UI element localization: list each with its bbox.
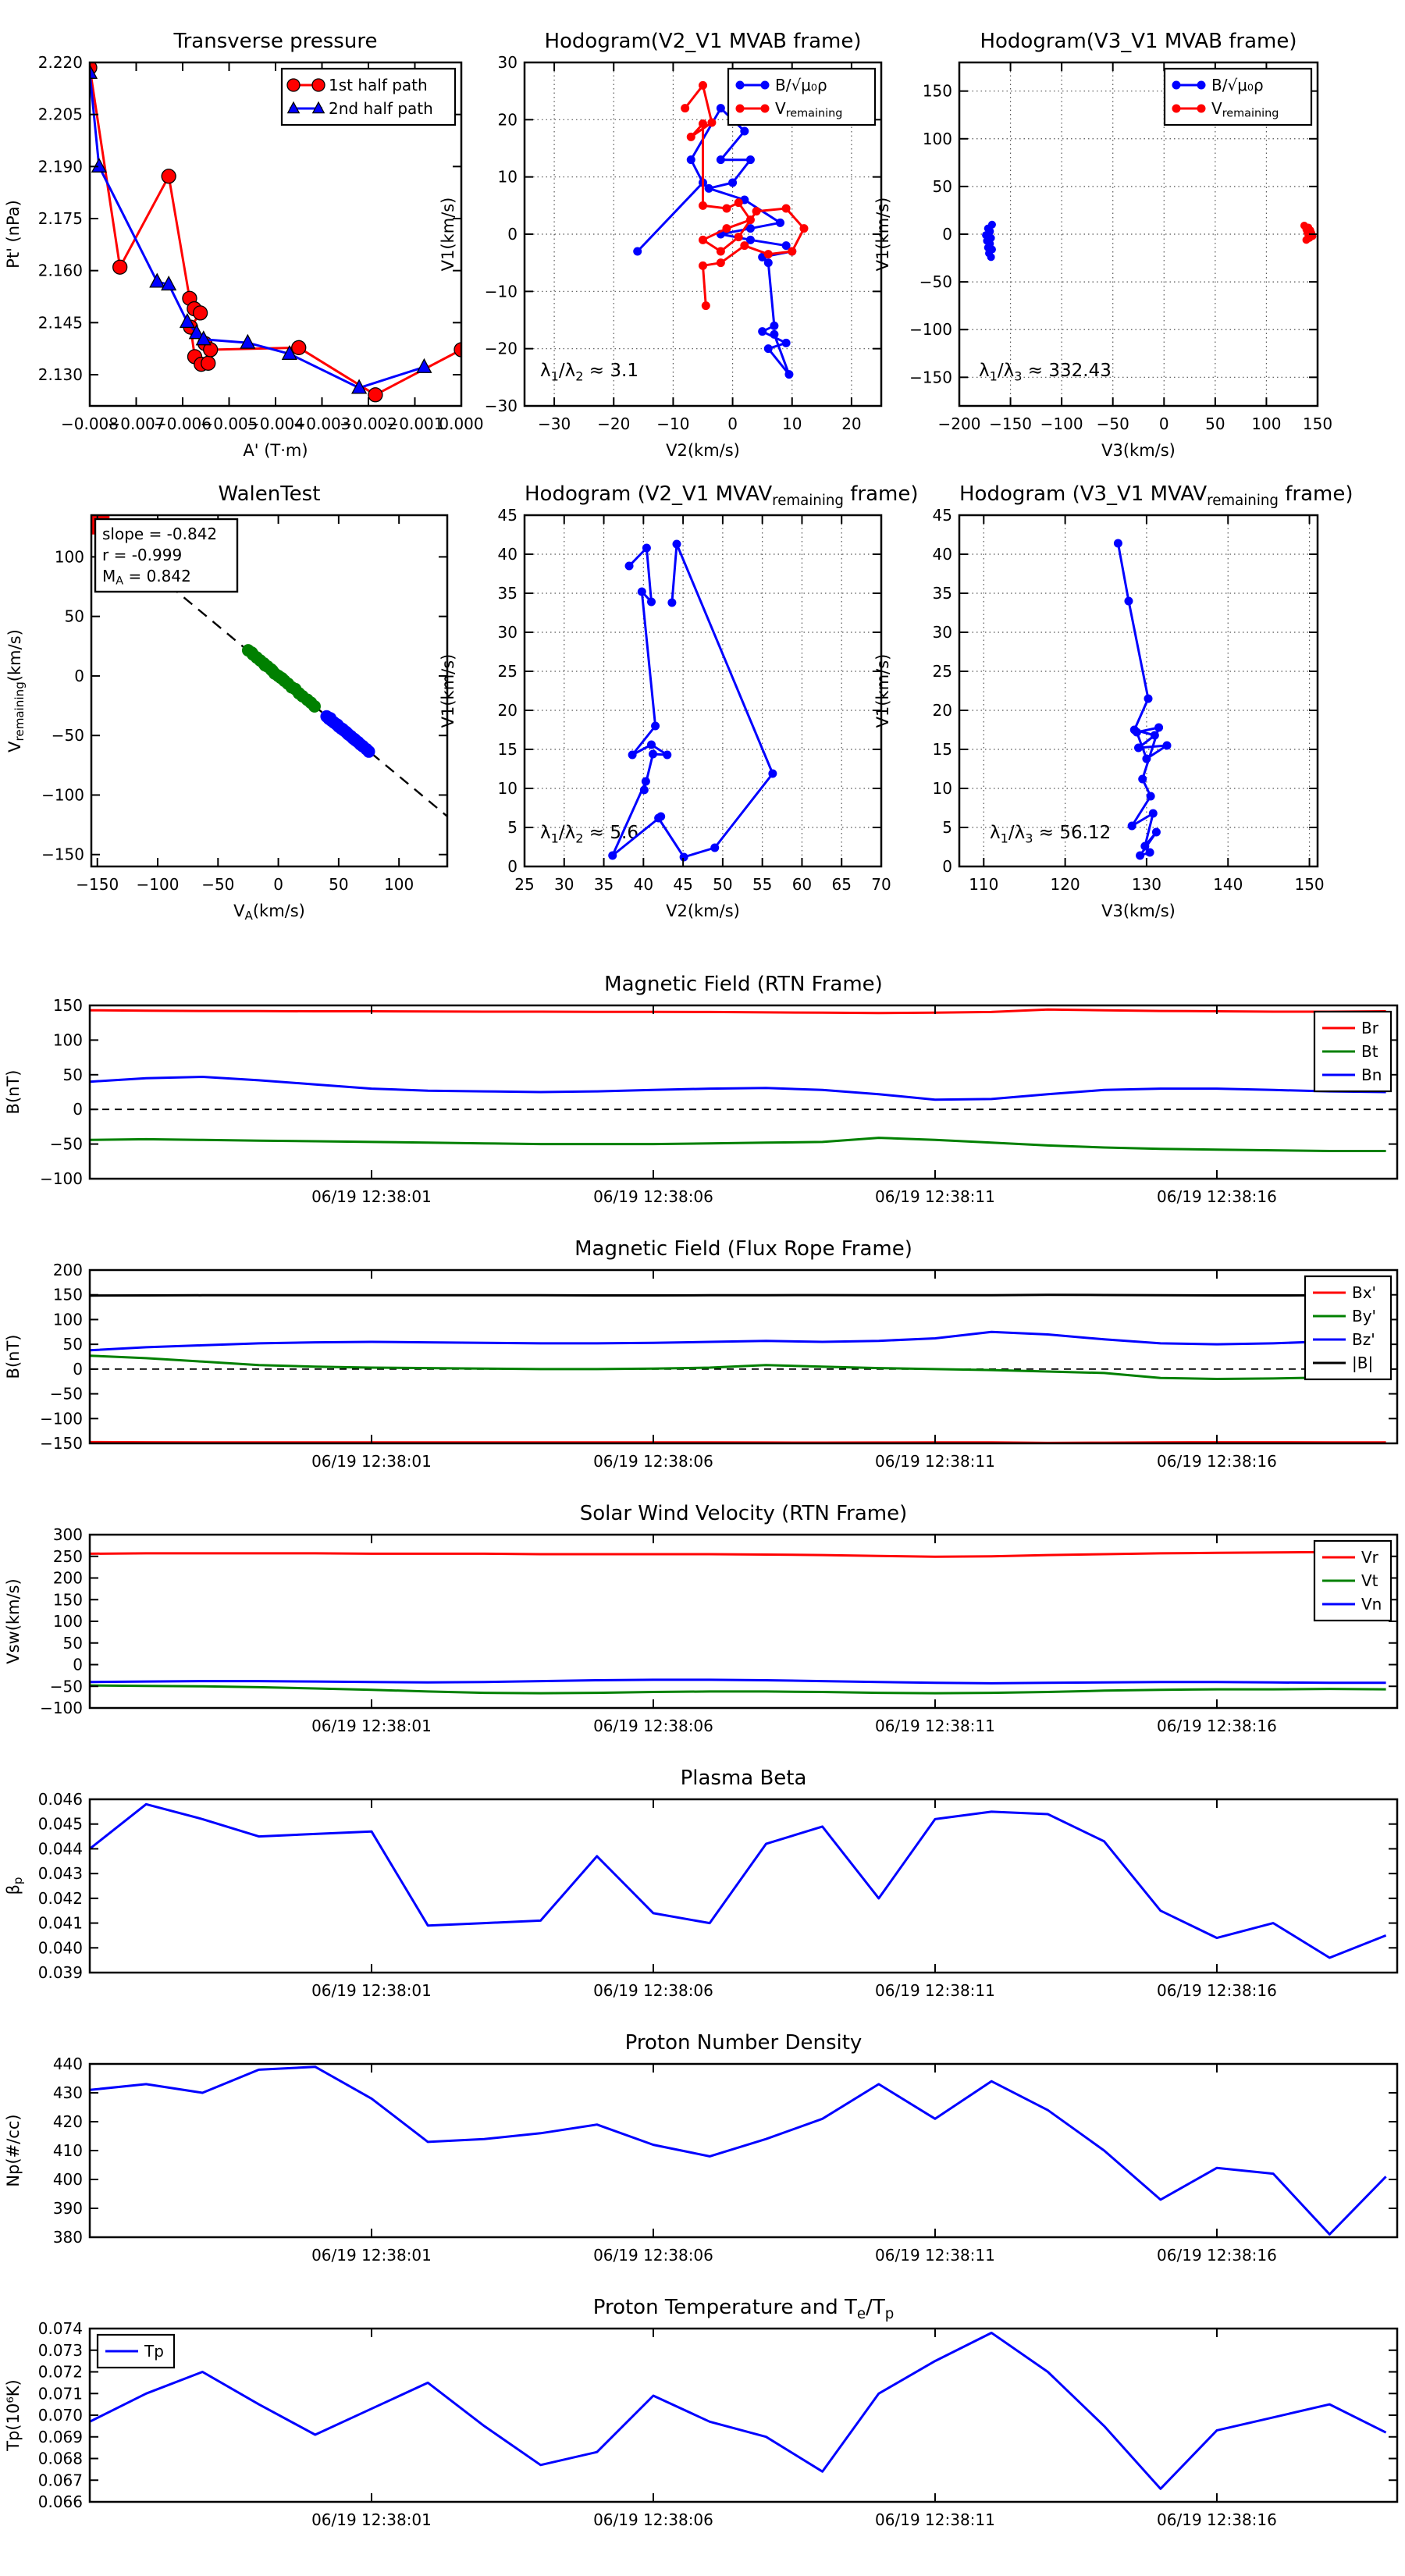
axes-spine	[90, 1799, 1397, 1973]
walen-info-box	[95, 519, 237, 592]
x-tick-label: −150	[989, 415, 1033, 433]
tick-labels	[41, 547, 414, 894]
legend-label: Br	[1361, 1019, 1378, 1037]
x-tick-label: 06/19 12:38:11	[875, 1187, 995, 1206]
y-axis-label: Vsw(km/s)	[4, 1578, 23, 1664]
legend-label: B/√μ₀ρ	[1211, 76, 1264, 94]
x-axis-label: A' (T·m)	[243, 441, 308, 460]
plot-proton-temperature	[0, 2319, 1405, 2563]
title-magnetic-field-rtn: Magnetic Field (RTN Frame)	[604, 973, 883, 996]
legend-label: Vremaining	[775, 99, 843, 120]
series-first-half-points	[242, 644, 321, 713]
x-tick-label: −0.006	[153, 415, 212, 433]
series-by'	[90, 1356, 1386, 1379]
x-tick-label: 50	[713, 875, 733, 894]
x-tick-label: −0.001	[386, 415, 444, 433]
y-tick-label: 0.043	[37, 1864, 83, 1884]
x-tick-label: 0	[1158, 415, 1169, 433]
x-tick-label: 06/19 12:38:16	[1157, 1717, 1277, 1735]
series-v-path	[608, 540, 777, 862]
series-group	[982, 221, 1316, 262]
y-axis-label: V1(km/s)	[439, 197, 457, 272]
y-tick-label: 410	[52, 2141, 83, 2160]
y-tick-label: 0.073	[37, 2340, 83, 2360]
x-tick-label: −10	[656, 415, 690, 433]
y-tick-label: 0.070	[37, 2406, 83, 2425]
x-tick-label: 100	[384, 875, 414, 894]
x-tick-label: 06/19 12:38:11	[875, 1452, 995, 1471]
y-axis-label: V1(km/s)	[439, 653, 457, 728]
x-tick-label: 06/19 12:38:01	[311, 1452, 432, 1471]
y-tick-label: 2.190	[37, 157, 83, 176]
series-vr	[90, 1551, 1386, 1557]
x-tick-label: −0.004	[246, 415, 305, 433]
y-tick-label: 2.145	[37, 313, 83, 333]
y-tick-label: 400	[52, 2170, 83, 2189]
y-tick-label: 2.175	[37, 209, 83, 228]
series-group	[90, 2333, 1386, 2489]
tick-labels	[40, 1525, 1277, 1735]
annotation-lambda-ratio-mvab-13: $\lambda_1/\lambda_3 \approx 332.43$	[979, 361, 1112, 384]
x-tick-label: −20	[597, 415, 631, 433]
series-tp	[90, 2333, 1386, 2489]
x-tick-label: 06/19 12:38:16	[1157, 2246, 1277, 2265]
title-magnetic-field-flux-rope: Magnetic Field (Flux Rope Frame)	[574, 1237, 912, 1261]
y-tick-label: −150	[41, 845, 84, 864]
title-walen-test: WalenTest	[218, 482, 321, 506]
y-axis-label: Np(#/cc)	[4, 2114, 23, 2187]
y-tick-label: −150	[909, 368, 952, 387]
y-tick-label: 0	[942, 857, 952, 876]
y-tick-label: 0.042	[37, 1888, 83, 1908]
y-tick-label: 10	[932, 779, 952, 798]
x-tick-label: −50	[201, 875, 235, 894]
y-tick-label: 2.130	[37, 365, 83, 384]
y-tick-label: 420	[52, 2112, 83, 2131]
x-tick-label: −0.007	[107, 415, 165, 433]
legend	[282, 69, 455, 125]
y-tick-label: 0.045	[37, 1814, 83, 1834]
y-tick-label: 15	[932, 740, 952, 759]
x-tick-label: 06/19 12:38:11	[875, 2510, 995, 2529]
legend	[1314, 1012, 1391, 1091]
x-tick-label: −0.008	[60, 415, 119, 433]
y-axis-label: B(nT)	[4, 1334, 23, 1379]
y-tick-label: 0.040	[37, 1938, 83, 1958]
y-tick-label: 430	[52, 2083, 83, 2102]
x-tick-label: 130	[1131, 875, 1162, 894]
y-tick-label: 30	[497, 623, 518, 642]
annotation-lambda-ratio-mvab-12: $\lambda_1/\lambda_2 \approx 3.1$	[540, 361, 638, 384]
legend-label: Bz'	[1352, 1330, 1375, 1349]
y-tick-label: 0.044	[37, 1839, 83, 1859]
y-tick-label: 20	[497, 110, 518, 130]
plot-plasma-beta	[0, 1790, 1405, 2033]
series-bn	[90, 1077, 1386, 1100]
y-tick-label: 20	[932, 701, 952, 720]
series-group	[90, 2067, 1386, 2235]
y-tick-label: 0.041	[37, 1913, 83, 1933]
y-tick-label: −20	[484, 339, 518, 358]
y-tick-label: 200	[52, 1568, 83, 1588]
y-tick-label: 2.160	[37, 261, 83, 280]
y-tick-label: 100	[52, 1612, 83, 1631]
legend-label: Vt	[1361, 1571, 1378, 1590]
x-tick-label: 150	[1294, 875, 1325, 894]
series-vn	[90, 1680, 1386, 1684]
title-hodogram-v2v1-mvav: Hodogram (V2_V1 $MVAV_{remaining}$ frame)	[525, 482, 919, 510]
series-group	[90, 1804, 1386, 1958]
ticks	[90, 1005, 1397, 1179]
y-tick-label: 30	[497, 53, 518, 72]
tick-labels	[40, 1261, 1277, 1471]
y-tick-label: −50	[919, 272, 952, 292]
plot-hodogram-v2v1-mvav	[435, 506, 891, 927]
y-tick-label: −50	[51, 726, 84, 745]
y-tick-label: 25	[932, 662, 952, 681]
x-tick-label: −100	[136, 875, 180, 894]
y-tick-label: 50	[64, 607, 84, 626]
y-tick-label: −30	[484, 397, 518, 415]
y-tick-label: 45	[497, 506, 518, 525]
legend-label: Vn	[1361, 1595, 1382, 1614]
y-tick-label: 5	[507, 818, 518, 837]
x-tick-label: 30	[554, 875, 574, 894]
x-axis-label: V2(km/s)	[666, 902, 740, 920]
x-tick-label: −100	[1040, 415, 1083, 433]
x-tick-label: −30	[537, 415, 571, 433]
x-tick-label: 06/19 12:38:06	[593, 1981, 713, 2000]
y-tick-label: −100	[40, 1699, 83, 1717]
y-tick-label: 45	[932, 506, 952, 525]
y-tick-label: 200	[52, 1261, 83, 1279]
series-bt	[90, 1138, 1386, 1151]
y-axis-label: βp	[4, 1877, 25, 1895]
series-group	[608, 540, 777, 862]
y-tick-label: 0	[73, 1100, 83, 1119]
legend	[1305, 1276, 1391, 1379]
x-tick-label: 06/19 12:38:06	[593, 2510, 713, 2529]
annotation-lambda-ratio-mvav-13: $\lambda_1/\lambda_3 \approx 56.12$	[990, 823, 1112, 846]
y-tick-label: 300	[52, 1525, 83, 1544]
x-axis-label: VA(km/s)	[233, 902, 305, 923]
y-tick-label: 40	[932, 545, 952, 564]
legend-label: |B|	[1352, 1354, 1374, 1372]
x-tick-label: 06/19 12:38:01	[311, 2510, 432, 2529]
x-tick-label: 06/19 12:38:16	[1157, 2510, 1277, 2529]
x-tick-label: 06/19 12:38:16	[1157, 1187, 1277, 1206]
x-tick-label: 25	[514, 875, 535, 894]
y-tick-label: 0	[507, 857, 518, 876]
y-tick-label: 100	[52, 1310, 83, 1329]
tick-labels	[933, 506, 1325, 894]
y-tick-label: 0	[74, 666, 84, 685]
title-hodogram-v3v1-mvab: Hodogram(V3_V1 MVAB frame)	[980, 30, 1297, 53]
y-tick-label: 250	[52, 1546, 83, 1566]
series-np	[90, 2067, 1386, 2235]
y-tick-label: −10	[484, 282, 518, 301]
annotation-lambda-ratio-mvav-12: $\lambda_1/\lambda_2 \approx 5.6$	[540, 823, 638, 846]
y-tick-label: 15	[497, 740, 518, 759]
y-tick-label: 25	[497, 662, 518, 681]
x-tick-label: 140	[1213, 875, 1243, 894]
x-tick-label: 06/19 12:38:16	[1157, 1981, 1277, 2000]
series-b-sqrt-mu0-rho-	[633, 104, 796, 379]
series-v-path	[1114, 539, 1172, 860]
y-tick-label: 40	[497, 545, 518, 564]
ticks	[90, 2329, 1397, 2502]
tick-labels	[38, 2319, 1277, 2529]
y-tick-label: −100	[909, 320, 952, 340]
legend-label: B/√μ₀ρ	[775, 76, 827, 94]
x-tick-label: 06/19 12:38:11	[875, 2246, 995, 2265]
legend	[728, 69, 875, 125]
y-axis-label: V1(km/s)	[873, 197, 892, 272]
x-tick-label: −150	[76, 875, 119, 894]
x-tick-label: 20	[841, 415, 862, 433]
y-axis-label: V1(km/s)	[873, 653, 892, 728]
plot-hodogram-v3v1-mvab	[870, 53, 1333, 467]
x-tick-label: 06/19 12:38:01	[311, 1717, 432, 1735]
y-tick-label: 20	[497, 701, 518, 720]
plot-transverse-pressure	[0, 53, 484, 467]
x-tick-label: −0.005	[200, 415, 258, 433]
series-group	[1114, 539, 1172, 860]
series-second-half-points	[320, 710, 375, 758]
x-tick-label: −0.003	[293, 415, 351, 433]
y-tick-label: 100	[54, 547, 84, 567]
x-tick-label: 0.000	[439, 415, 484, 433]
y-tick-label: 5	[942, 818, 952, 837]
x-tick-label: 110	[969, 875, 999, 894]
y-tick-label: 10	[497, 167, 518, 187]
x-axis-label: V3(km/s)	[1101, 441, 1176, 460]
series-v-remaining	[1300, 222, 1316, 244]
series-bz'	[90, 1332, 1386, 1350]
y-tick-label: 50	[932, 176, 952, 196]
y-tick-label: 380	[52, 2228, 83, 2247]
y-tick-label: 0.039	[37, 1963, 83, 1982]
x-tick-label: 06/19 12:38:01	[311, 1187, 432, 1206]
y-tick-label: 150	[52, 1590, 83, 1610]
series-group	[90, 1551, 1386, 1693]
y-tick-label: −50	[49, 1134, 83, 1154]
y-tick-label: 150	[52, 1285, 83, 1304]
x-tick-label: 06/19 12:38:01	[311, 2246, 432, 2265]
y-tick-label: −100	[41, 785, 84, 805]
x-tick-label: 06/19 12:38:06	[593, 2246, 713, 2265]
title-proton-temperature: Proton Temperature and $T_e/T_p$	[592, 2296, 895, 2323]
svg-text:r = -0.999: r = -0.999	[102, 546, 183, 564]
y-tick-label: 0.066	[37, 2492, 83, 2511]
x-tick-label: 0	[727, 415, 738, 433]
x-tick-label: 40	[633, 875, 654, 894]
y-tick-label: 0	[73, 1359, 83, 1379]
legend-label: Bt	[1361, 1042, 1378, 1061]
y-axis-label: B(nT)	[4, 1069, 23, 1115]
x-tick-label: 100	[1251, 415, 1282, 433]
x-tick-label: −200	[937, 415, 981, 433]
y-tick-label: −50	[49, 1384, 83, 1404]
legend	[1165, 69, 1311, 125]
legend-label: By'	[1352, 1307, 1377, 1325]
series-beta-p	[90, 1804, 1386, 1958]
plot-walen-test	[2, 506, 457, 927]
x-tick-label: 35	[593, 875, 614, 894]
y-tick-label: 30	[932, 623, 952, 642]
y-tick-label: 35	[497, 584, 518, 603]
y-tick-label: 390	[52, 2199, 83, 2218]
series-br	[90, 1009, 1386, 1013]
legend-label: 2nd half path	[329, 99, 433, 118]
series-|b|	[90, 1295, 1386, 1296]
tick-labels	[40, 996, 1277, 1206]
x-tick-label: 06/19 12:38:06	[593, 1717, 713, 1735]
x-tick-label: 50	[1205, 415, 1225, 433]
x-tick-label: 10	[782, 415, 802, 433]
title-proton-number-density: Proton Number Density	[624, 2031, 863, 2055]
series-vt	[90, 1685, 1386, 1693]
ticks	[90, 1799, 1397, 1973]
y-tick-label: 0.069	[37, 2427, 83, 2446]
y-tick-label: 2.220	[37, 53, 83, 72]
tick-labels	[498, 506, 891, 894]
y-axis-label: Vremaining(km/s)	[5, 629, 27, 753]
title-solar-wind-velocity: Solar Wind Velocity (RTN Frame)	[579, 1502, 908, 1525]
x-tick-label: 120	[1050, 875, 1080, 894]
y-tick-label: 0.046	[37, 1790, 83, 1809]
axes-spine	[525, 515, 881, 866]
y-axis-label: Pt' (nPa)	[4, 200, 23, 269]
plot-proton-number-density	[0, 2055, 1405, 2298]
y-tick-label: 50	[62, 1335, 83, 1354]
legend-label: 1st half path	[329, 76, 428, 94]
legend-label: Bn	[1361, 1066, 1382, 1084]
axes-spine	[90, 2329, 1397, 2502]
plot-solar-wind-velocity	[0, 1525, 1405, 1769]
y-tick-label: −150	[40, 1434, 83, 1453]
x-tick-label: 45	[673, 875, 693, 894]
y-tick-label: 440	[52, 2055, 83, 2073]
svg-text:slope = -0.842: slope = -0.842	[102, 525, 218, 543]
x-tick-label: −50	[1096, 415, 1129, 433]
title-hodogram-v2v1-mvab: Hodogram(V2_V1 MVAB frame)	[544, 30, 862, 53]
y-tick-label: 150	[922, 81, 952, 101]
axes-spine	[90, 1005, 1397, 1179]
axes-spine	[90, 2064, 1397, 2237]
x-tick-label: 06/19 12:38:11	[875, 1981, 995, 2000]
y-tick-label: 10	[497, 779, 518, 798]
x-tick-label: 06/19 12:38:06	[593, 1187, 713, 1206]
y-tick-label: 35	[932, 584, 952, 603]
y-tick-label: 0	[507, 225, 518, 244]
grid	[525, 515, 881, 866]
x-tick-label: 60	[791, 875, 813, 894]
title-transverse-pressure: Transverse pressure	[173, 30, 378, 53]
title-hodogram-v3v1-mvav: Hodogram (V3_V1 $MVAV_{remaining}$ frame)	[959, 482, 1353, 510]
x-axis-label: V3(km/s)	[1101, 902, 1176, 920]
y-tick-label: 0.072	[37, 2362, 83, 2382]
legend-label: Vremaining	[1211, 99, 1279, 120]
plot-hodogram-v2v1-mvab	[435, 53, 891, 467]
x-axis-label: V2(km/s)	[666, 441, 740, 460]
y-tick-label: 50	[62, 1633, 83, 1653]
plot-hodogram-v3v1-mvav	[870, 506, 1327, 927]
series-group	[90, 1009, 1386, 1151]
x-tick-label: 06/19 12:38:11	[875, 1717, 995, 1735]
legend-label: Vr	[1361, 1548, 1378, 1567]
y-tick-label: 50	[62, 1065, 83, 1084]
y-tick-label: −100	[40, 1169, 83, 1188]
title-plasma-beta: Plasma Beta	[680, 1767, 807, 1790]
legend-label: Bx'	[1352, 1283, 1377, 1302]
ticks	[525, 515, 881, 866]
y-tick-label: 0.068	[37, 2449, 83, 2468]
legend	[1314, 1541, 1391, 1621]
y-tick-label: 100	[922, 129, 952, 148]
legend-label: Tp	[144, 2342, 164, 2361]
y-tick-label: 0	[942, 225, 952, 244]
y-tick-label: 2.205	[37, 105, 83, 124]
x-tick-label: 55	[752, 875, 773, 894]
y-tick-label: 0.067	[37, 2471, 83, 2490]
x-tick-label: 70	[871, 875, 891, 894]
x-tick-label: −0.002	[339, 415, 398, 433]
y-tick-label: 100	[52, 1030, 83, 1050]
ticks	[90, 2064, 1397, 2237]
x-tick-label: 06/19 12:38:16	[1157, 1452, 1277, 1471]
tick-labels	[38, 1790, 1277, 2000]
y-tick-label: −50	[49, 1677, 83, 1696]
x-tick-label: 06/19 12:38:06	[593, 1452, 713, 1471]
x-tick-label: 65	[831, 875, 852, 894]
y-axis-label: Tp(10⁶K)	[4, 2379, 23, 2451]
y-tick-label: 150	[52, 996, 83, 1015]
plot-magnetic-field-flux-rope	[0, 1261, 1405, 1504]
svg-text:MA = 0.842: MA = 0.842	[102, 567, 191, 588]
y-tick-label: 0.071	[37, 2384, 83, 2403]
x-tick-label: 50	[329, 875, 349, 894]
x-tick-label: 0	[273, 875, 283, 894]
x-tick-label: 150	[1302, 415, 1333, 433]
y-tick-label: 0	[73, 1655, 83, 1674]
y-tick-label: −100	[40, 1409, 83, 1429]
legend	[98, 2335, 174, 2368]
x-tick-label: 06/19 12:38:01	[311, 1981, 432, 2000]
y-tick-label: 0.074	[37, 2319, 83, 2338]
tick-labels	[909, 82, 1332, 433]
plot-magnetic-field-rtn	[0, 996, 1405, 1240]
series-b-sqrt-mu0-rho-	[982, 221, 996, 262]
tick-labels	[53, 2055, 1277, 2265]
